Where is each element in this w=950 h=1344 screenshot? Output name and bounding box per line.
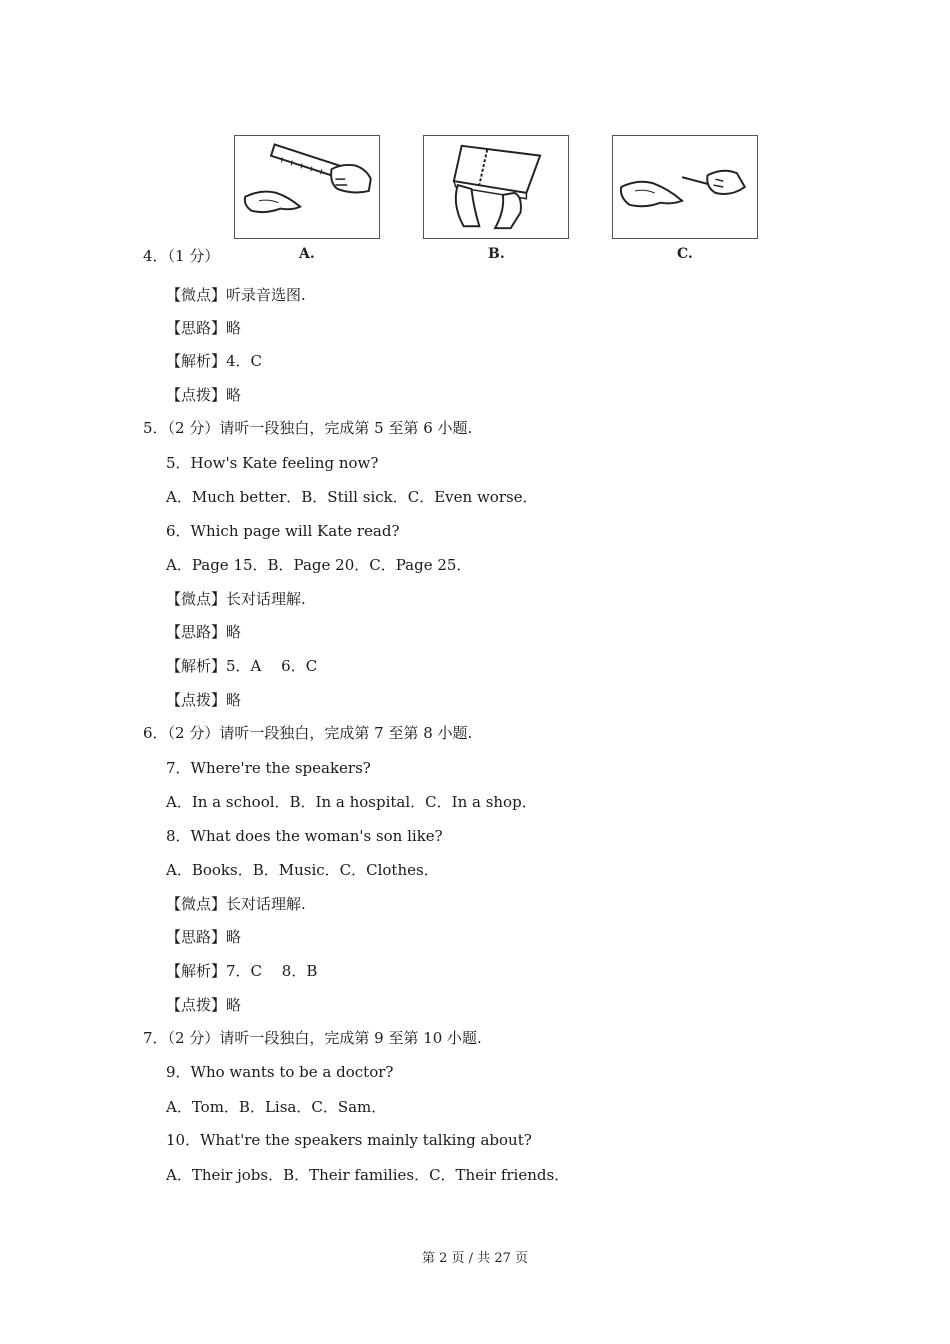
q6-sub1-question: 7．Where're the speakers?: [166, 759, 371, 777]
q4-header: 4．（1 分）: [143, 247, 220, 265]
q6-sub2-options: A．Books．B．Music．C．Clothes．: [166, 861, 439, 879]
hand-passing-pen-icon: [613, 136, 757, 238]
q6-sub2-question: 8．What does the woman's son like?: [166, 827, 443, 845]
q6-header: 6．（2 分）请听一段独白，完成第 7 至第 8 小题.: [143, 724, 473, 742]
q5-sub1-options: A．Much better．B．Still sick．C．Even worse．: [166, 488, 538, 506]
figure-label-a: A.: [299, 246, 315, 262]
q4-dianbo: 【点拨】略: [166, 386, 242, 404]
q6-silu: 【思路】略: [166, 928, 242, 946]
figure-c: [612, 135, 758, 239]
page-footer: 第 2 页 / 共 27 页: [422, 1251, 528, 1266]
hands-holding-notebook-icon: [424, 136, 568, 238]
figure-label-c: C.: [677, 246, 693, 262]
q6-weidian: 【微点】长对话理解.: [166, 895, 306, 913]
q7-sub2-question: 10．What're the speakers mainly talking about?: [166, 1131, 532, 1149]
q7-sub1-options: A．Tom．B．Lisa．C．Sam．: [166, 1098, 387, 1116]
figure-label-b: B.: [488, 246, 505, 262]
q5-sub1-question: 5．How's Kate feeling now?: [166, 454, 379, 472]
q5-silu: 【思路】略: [166, 623, 242, 641]
q4-weidian: 【微点】听录音选图.: [166, 286, 306, 304]
q6-jiexi: 【解析】7．C 8．B: [166, 962, 318, 980]
q7-sub2-options: A．Their jobs．B．Their families．C．Their friends．: [166, 1166, 570, 1184]
q4-silu: 【思路】略: [166, 319, 242, 337]
q5-sub2-question: 6．Which page will Kate read?: [166, 522, 400, 540]
figure-a: [234, 135, 380, 239]
q5-weidian: 【微点】长对话理解.: [166, 590, 306, 608]
q6-sub1-options: A．In a school．B．In a hospital．C．In a shop．: [166, 793, 537, 811]
q7-header: 7．（2 分）请听一段独白，完成第 9 至第 10 小题.: [143, 1029, 482, 1047]
q4-jiexi: 【解析】4．C: [166, 352, 263, 370]
figure-b: [423, 135, 569, 239]
q5-header: 5．（2 分）请听一段独白，完成第 5 至第 6 小题.: [143, 419, 473, 437]
q5-sub2-options: A．Page 15．B．Page 20．C．Page 25．: [166, 556, 472, 574]
q6-dianbo: 【点拨】略: [166, 996, 242, 1014]
hand-passing-ruler-icon: [235, 136, 379, 238]
q7-sub1-question: 9．Who wants to be a doctor?: [166, 1063, 394, 1081]
q5-dianbo: 【点拨】略: [166, 691, 242, 709]
q5-jiexi: 【解析】5．A 6．C: [166, 657, 318, 675]
